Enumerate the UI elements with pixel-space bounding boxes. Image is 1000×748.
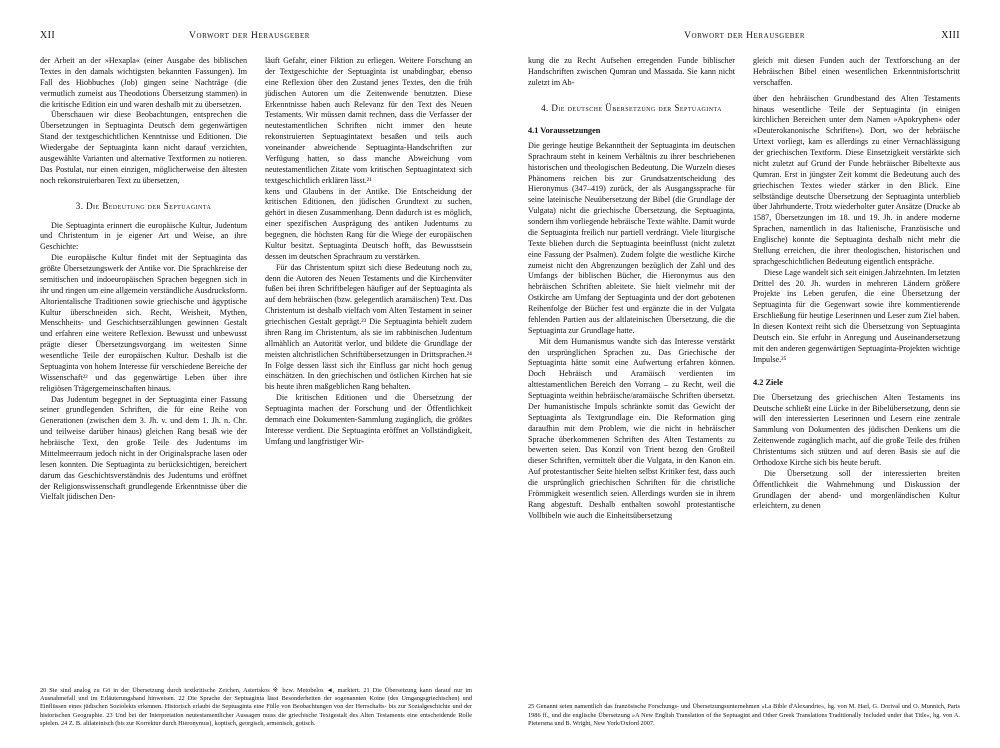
paragraph: Für das Christentum spitzt sich diese Bedeutung noch zu, denn die Autoren des Neuen Testaments und die Kirchenväter fußen bei ihren Schriftbelegen häufiger auf der Septuaginta als auf dem hebräischen (bzw. gelegentlich aramäischen) Text. Das Christentum ist deshalb vielfach vom Alten Testament in seiner griechischen Gestalt geprägt.²³ Die Septuaginta behielt zudem ihren Rang im Christentum, als sie im rabbinischen Judentum allmählich an Autorität verlor, und bildete die Grundlage der meisten altchristlichen Schriftübersetzungen in Drittsprachen.²⁴ In Folge dessen lässt sich ihr Einfluss gar nicht hoch genug einschätzen. In den griechischen und östlichen Kirchen hat sie bis heute ihren maßgeblichen Rang behalten.	[265, 262, 472, 392]
left-running-head	[40, 30, 472, 42]
paragraph: Die Septuaginta erinnert die europäische Kultur, Judentum und Christentum in je eigener Art und Weise, an ihre Geschichte:	[40, 220, 247, 252]
paragraph: Die kritischen Editionen und die Übersetzung der Septuaginta machen der Forschung und der Öffentlichkeit demnach eine Dokumenten-Sammlung zugänglich, die größtes Interesse verdient. Die Septuaginta eröffnet an Vollständigkeit, Umfang und langfristiger Wir-	[265, 393, 472, 446]
left-folio: XII	[40, 30, 56, 41]
left-column-1	[40, 56, 247, 656]
footnote: 25 Genannt seien namentlich das französische Forschungs- und Übersetzungsunternehmen »La Bible d'Alexandrie«, hg. von M. Harl, G. Dorival und O. Munnich, Paris 1986 ff., und die englische Übersetzung »A New English Translation of the Septuagint and Other Greek Translations Traditionally Included under that Title«, hg. von A. Pietersma und B. Wright, New York/Oxford 2007.	[528, 703, 960, 727]
right-page	[500, 0, 1000, 748]
subsection-heading: 4.2 Ziele	[753, 377, 783, 387]
footnote: 20 Sie sind analog zu Gö in der Übersetzung durch textkritische Zeichen, Asteriskos ※ bzw. Metobelos ◄, markiert.	[40, 687, 361, 695]
paragraph: läuft Gefahr, einer Fiktion zu erliegen. Weitere Forschung an der Textgeschichte der Septuaginta ist unabdingbar, ebenso eine Reflexion über den Zustand jenes Textes, den die früh jüdischen Autoren um die Zeitenwende benutzten. Diese Erkenntnisse haben auch Relevanz für den Text des Neuen Testaments. Wir müssen damit rechnen, dass die Verfasser der neutestamentlichen Schriften nicht immer den heute rekonstruierten Septuagintatext besaßen und teils auch voneinander abweichende Septuaginta-Handschriften zur Verfügung hatten, so dass manche Abweichung vom neutestamentlichen Zitate vom kritischen Septuagintatext sich textgeschichtlich erklären lässt.²¹	[265, 56, 472, 185]
paragraph: Diese Lage wandelt sich seit einigen Jahrzehnten. Im letzten Drittel des 20. Jh. wurden in mehreren Ländern größere Projekte ins Leben gerufen, die eine Übersetzung der Septuaginta für die Gegenwart sowie ihre kommentierende Erschließung für heutige Leserinnen und Leser zum Ziel haben. In diesen Kontext reiht sich die Übersetzung von Septuaginta Deutsch ein. Sie erfuhr in Anregung und Auseinandersetzung mit den anderen gegenwärtigen Septuaginta-Projekten wichtige Impulse.²⁵	[753, 267, 960, 364]
paragraph: Die europäische Kultur findet mit der Septuaginta das größte Übersetzungswerk der Antike vor. Die Sprachkreise der semitischen und indoeuropäischen Sprachen begegnen sich in ihr und ringen um eine allgemein verständliche Ausdrucksform. Altorientalische Traditionen sowie griechische und ägyptische Kultur überschneiden sich. Recht, Weisheit, Mythen, Menschheits- und Geschichtserzählungen gewinnen Gestalt und erfahren eine weitere Reflexion. Bewusst und unbewusst prägte dieser Übersetzungsvorgang im weitesten Sinne wesentliche Teile der europäischen Kultur. Deshalb ist die Septuaginta von hohem Interesse für verschiedene Bereiche der Wissenschaft²² und das gegenwärtige Leben über ihre religiösen Trägergemeinschaften hinaus.	[40, 253, 247, 393]
right-running-title: Vorwort der Herausgeber	[684, 31, 806, 41]
right-column-2	[753, 56, 960, 656]
left-column-2	[265, 56, 472, 656]
paragraph: der Arbeit an der »Hexapla« (einer Ausgabe des biblischen Textes in den damals wichtigsten bekannten Fassungen). Im Fall des Hiobbuches (Job) gingen seine Nachträge (die vermutlich zumeist aus Theodotions Übersetzung stammen) in die kritische Edition ein und waren deshalb mit zu übersetzen.	[40, 56, 247, 109]
footnote: 23 Und bei der Interpretation neutestamentlicher Aussagen muss die griechische Textgestalt des Alten Testaments eine entscheidende Rolle spielen.	[40, 711, 473, 727]
section-heading: 3. Die Bedeutung der Septuaginta	[75, 200, 212, 211]
paragraph: Die geringe heutige Bekanntheit der Septuaginta im deutschen Sprachraum steht in keinem Verhältnis zu ihrer beschriebenen historischen und theologischen Bedeutung. Die Wurzeln dieses Phänomens reichen bis zur Grundsatzentscheidung des Hieronymus (347–419) zurück, der als Ausgangssprache für seine lateinische Neuübersetzung der Bibel (die Grundlage der Vulgata) nicht die griechische Übersetzung, die Septuaginta, sondern ihm vorliegende hebräische Texte wählte. Damit wurde die Septuaginta freilich nur partiell verdrängt. Viele liturgische Texte blieben durch die Septuaginta beeinflusst (nicht zuletzt eine Fassung der Psalmen). Zudem folgte die westliche Kirche zumeist nicht den Abgrenzungen bezüglich der Zahl und des Umfangs der biblischen Bücher, die Hieronymus aus den hebräischen Schriften ableitete. Sie hielt vielmehr mit der Ostkirche am Umfang der Septuaginta und der dort gebotenen Reihenfolge der Bücher fest und ergänzte die in der Vulgata fehlenden Partien aus der altlateinischen Übersetzung, die die Septuaginta zur Grundlage hatte.	[528, 140, 735, 335]
left-columns	[40, 56, 472, 656]
paragraph: kens und Glaubens in der Antike. Die Entscheidung der kritischen Editionen, den jüdischen Grundtext zu suchen, gehört in diesen Zusammenhang. Denn dadurch ist es möglich, einer spezifischen Ausprägung des antiken Judentums zu begegnen, die höchsten Rang für die Wiege der europäischen Kultur besitzt. Septuaginta Deutsch hofft, das Bewusstsein dessen im deutschen Sprachraum zu verstärken.	[265, 186, 472, 261]
left-footnotes	[40, 687, 472, 728]
paragraph: über den hebräischen Grundbestand des Alten Testaments hinaus wesentliche Teile der Septuaginta (in einigen kirchlichen Bereichen unter dem Namen »Apokryphen« oder »Deuterokanonische Schriften«). Dort, wo der hebräische Urtext vorliegt, kam es allerdings zu einer Vernachlässigung der griechischen Textform. Diese Einsetzigkeit verstärkte sich nicht zuletzt auf Grund der Funde hebräischer Bibeltexte aus Qumran. Erst in jüngster Zeit kommt die Bedeutung auch des griechischen Textes wieder stärker in den Blick. Eine selbständige deutsche Übersetzung der Septuaginta unterblieb über Jahrhunderte. Trotz wiederholter guter Ansätze (Drucke ab 1587, Übersetzungen im 18. und 19. Jh. in andere moderne Sprachen, namentlich in das Italienische, Französische und Englische) konnte die Septuaginta deshalb nicht mehr die Stellung erreichen, die ihrer theologischen, historischen und sprachgeschichtlichen Bedeutung eigentlich entspräche.	[753, 93, 960, 266]
paragraph: gleich mit diesen Funden auch der Textforschung an der Hebräischen Bibel einen wesentlichen Erkenntnisfortschritt verschaffen.	[753, 56, 960, 87]
right-running-head	[528, 30, 960, 42]
right-columns	[528, 56, 960, 656]
paragraph: Die Übersetzung soll der interessierten breiten Öffentlichkeit die Wahrnehmung und Diskussion der Grundlagen der abend- und morgenländischen Kultur erleichtern, zu denen	[753, 468, 960, 511]
right-column-1	[528, 56, 735, 656]
right-folio: XIII	[941, 30, 960, 41]
section-heading: 4. Die deutsche Übersetzung der Septuaginta	[541, 102, 722, 113]
paragraph: Das Judentum begegnet in der Septuaginta einer Fassung seiner grundlegenden Schriften, die für eine Reihe von Generationen (zwischen dem 3. Jh. v. und dem 1. Jh. n. Chr. und teilweise darüber hinaus) gleichen Rang besaß wie der hebräische Text, den große Teile des Judentums im Mittelmeerraum jedoch nicht in der Originalsprache lasen oder lesen konnten. Die Septuaginta zu berücksichtigen, bereichert darum das Geschichtsverständnis des Judentums und eröffnet der Religionswissenschaft grundlegende Erkenntnisse über die Vielfalt jüdischen Den-	[40, 394, 247, 502]
subsection-heading: 4.1 Voraussetzungen	[528, 125, 601, 135]
footnote: 21 Die Übersetzung kann darauf nur im Ausnahmefall und im Erläuterungsband hinweisen.	[40, 687, 472, 703]
paragraph: Mit dem Humanismus wandte sich das Interesse verstärkt den ursprünglichen Sprachen zu. Das Griechische der Septuaginta hätte somit eine Aufwertung erfahren können. Doch Hebräisch und Aramäisch verdienten im alttestamentlichen Bereich den Vorrang – zu Recht, weil die Septuaginta weithin hebräische/aramäische Schriften übersetzt. Der humanistische Impuls schränkte somit das Gewicht der Septuaginta als Textgrundlage ein. Die Reformation ging daraufhin mit dem Problem, wie die nicht in hebräischer Sprache überkommenen Schriften des Alten Testaments zu bewerten seien. Das Konzil von Trient bezog den Großteil dieser Schriften, vermittelt über die Vulgata, in den Kanon ein. Auf protestantischer Seite hielten selbst Kritiker fest, dass auch die ursprünglich griechischen Schriften für die christliche Frömmigkeit wesentlich seien. Allerdings wurden sie in ihrem Rang abgestuft. Deshalb enthalten sowohl protestantische Vollbibeln wie auch die Einheitsübersetzung	[528, 336, 735, 520]
paragraph: kung die zu Recht Aufsehen erregenden Funde biblischer Handschriften zwischen Qumran und Massada. Sie kann nicht zuletzt im Ab-	[528, 56, 735, 87]
left-running-title: Vorwort der Herausgeber	[189, 31, 311, 41]
footnote: 22 Die Sprache der Septuaginta lässt Besonderheiten der sogenannten Koine (des Umgangsgriechischen) und Einflüssen eines jüdischen Soziolekts erkennen. Historisch erlaubt die Septuaginta eine Fülle von Beobachtungen von der Herrschafts- bis zur Sozialgeschichte und der historischen Geographie.	[40, 695, 473, 719]
right-footnotes	[528, 703, 960, 728]
footnote: 24 Z. B. altlateinisch (bis zur Korrektur durch Hieronymus), koptisch, georgisch, armenisch, gotisch.	[61, 719, 316, 727]
paragraph: Überschauen wir diese Beobachtungen, entsprechen die Übersetzungen in Septuaginta Deutsch dem gegenwärtigen Stand der textgeschichtlichen Kenntnisse und Editionen. Die Wiedergabe der Septuaginta kann nicht darauf verzichten, ausgewählte Varianten und alternative Textformen zu notieren. Das Postulat, nur einen einzigen, möglicherweise den ältesten noch rekonstruierbaren Text zu übersetzen,	[40, 110, 247, 185]
paragraph: Die Übersetzung des griechischen Alten Testaments ins Deutsche schließt eine Lücke in der Bibelübersetzung, denn sie will den interessierten Leserinnen und Lesern eine zentrale Sammlung von Dokumenten des jüdischen Denkens um die Zeitenwende zugänglich macht, auf die große Teile des frühen Christentums sich stützen und auf deren Basis sie auf die Orthodoxe Kirche sich bis heute beruft.	[753, 392, 960, 467]
